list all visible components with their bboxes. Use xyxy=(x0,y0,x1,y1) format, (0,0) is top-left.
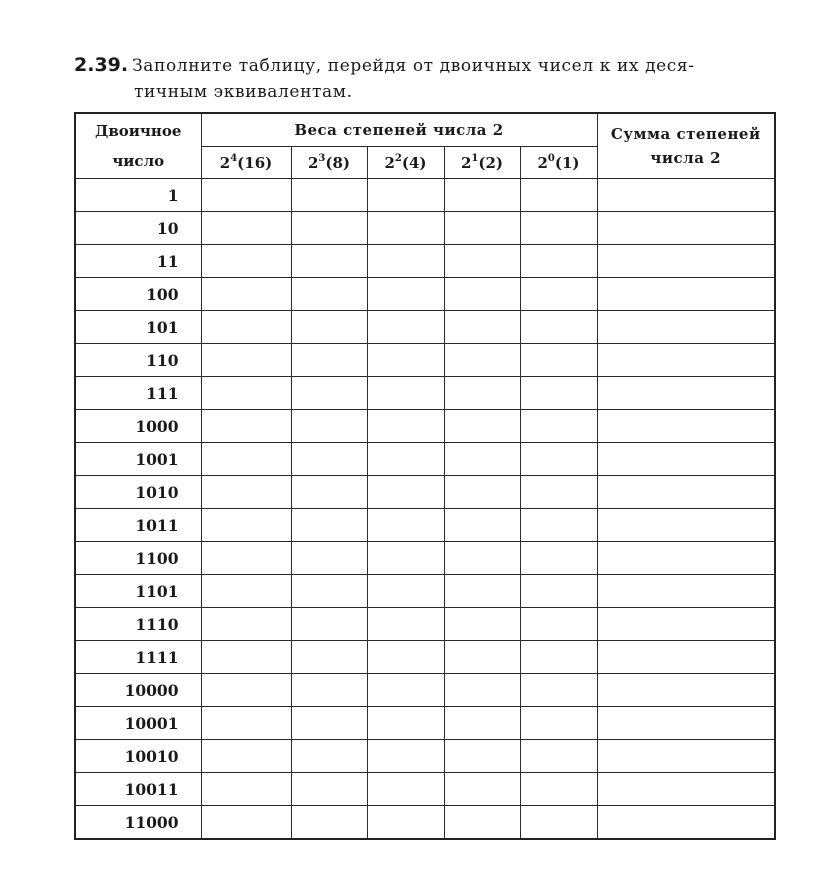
weight-cell[interactable] xyxy=(201,245,291,278)
weight-cell[interactable] xyxy=(201,344,291,377)
weight-cell[interactable] xyxy=(201,674,291,707)
weight-cell[interactable] xyxy=(520,608,597,641)
weight-cell[interactable] xyxy=(367,674,444,707)
weight-cell[interactable] xyxy=(201,773,291,806)
binary-number-cell: 1101 xyxy=(75,575,201,608)
weight-cell[interactable] xyxy=(444,641,520,674)
weight-cell[interactable] xyxy=(520,212,597,245)
binary-number-cell: 11000 xyxy=(75,806,201,840)
weight-cell[interactable] xyxy=(201,641,291,674)
sum-cell[interactable] xyxy=(597,608,775,641)
weight-cell[interactable] xyxy=(444,443,520,476)
binary-number-cell: 101 xyxy=(75,311,201,344)
power-value: (2) xyxy=(478,153,504,172)
sum-cell[interactable] xyxy=(597,410,775,443)
power-exponent: 1 xyxy=(471,152,479,164)
weight-cell[interactable] xyxy=(201,806,291,840)
weight-cell[interactable] xyxy=(291,608,367,641)
binary-number-cell: 1 xyxy=(75,179,201,212)
weight-cell[interactable] xyxy=(291,509,367,542)
power-header-2 xyxy=(367,147,444,179)
header-row-1 xyxy=(75,113,775,147)
power-exponent: 0 xyxy=(547,152,555,164)
weight-cell[interactable] xyxy=(367,641,444,674)
power-value: (16) xyxy=(237,153,273,172)
sum-cell[interactable] xyxy=(597,344,775,377)
power-header-4 xyxy=(201,147,291,179)
power-header-1 xyxy=(444,147,520,179)
weight-cell[interactable] xyxy=(291,212,367,245)
power-value: (1) xyxy=(554,153,580,172)
binary-number-cell: 1001 xyxy=(75,443,201,476)
weight-cell[interactable] xyxy=(291,245,367,278)
sum-cell[interactable] xyxy=(597,245,775,278)
binary-number-cell: 10001 xyxy=(75,707,201,740)
sum-cell[interactable] xyxy=(597,212,775,245)
binary-header-line2: число xyxy=(112,152,165,170)
weight-cell[interactable] xyxy=(367,179,444,212)
weight-cell[interactable] xyxy=(367,212,444,245)
power-header-0 xyxy=(520,147,597,179)
weight-cell[interactable] xyxy=(520,278,597,311)
power-base: 2 xyxy=(307,153,319,172)
weight-cell[interactable] xyxy=(444,542,520,575)
weight-cell[interactable] xyxy=(291,674,367,707)
weight-cell[interactable] xyxy=(201,740,291,773)
weight-cell[interactable] xyxy=(201,278,291,311)
task-text-line2: тичным эквивалентам. xyxy=(134,82,353,102)
weight-cell[interactable] xyxy=(291,641,367,674)
weight-cell[interactable] xyxy=(367,575,444,608)
table-row xyxy=(75,542,775,575)
weight-cell[interactable] xyxy=(444,377,520,410)
weight-cell[interactable] xyxy=(520,641,597,674)
weight-cell[interactable] xyxy=(444,575,520,608)
weight-cell[interactable] xyxy=(201,707,291,740)
sum-cell[interactable] xyxy=(597,674,775,707)
weight-cell[interactable] xyxy=(520,245,597,278)
binary-number-cell: 111 xyxy=(75,377,201,410)
weight-cell[interactable] xyxy=(367,278,444,311)
weight-cell[interactable] xyxy=(520,410,597,443)
weight-cell[interactable] xyxy=(520,377,597,410)
power-exponent: 3 xyxy=(318,152,326,164)
weight-cell[interactable] xyxy=(367,245,444,278)
sum-cell[interactable] xyxy=(597,278,775,311)
weight-cell[interactable] xyxy=(291,179,367,212)
weight-cell[interactable] xyxy=(201,575,291,608)
task-text-line1: Заполните таблицу, перейдя от двоичных чисел к их деся- xyxy=(132,56,695,76)
weight-cell[interactable] xyxy=(444,410,520,443)
sum-header-line2: числа 2 xyxy=(650,149,722,167)
weight-cell[interactable] xyxy=(367,608,444,641)
weight-cell[interactable] xyxy=(444,674,520,707)
weight-cell[interactable] xyxy=(444,179,520,212)
weight-cell[interactable] xyxy=(291,740,367,773)
weight-cell[interactable] xyxy=(291,707,367,740)
binary-number-cell: 100 xyxy=(75,278,201,311)
weight-cell[interactable] xyxy=(520,707,597,740)
table-row xyxy=(75,674,775,707)
weight-cell[interactable] xyxy=(291,377,367,410)
sum-cell[interactable] xyxy=(597,707,775,740)
weight-cell[interactable] xyxy=(367,476,444,509)
weight-cell[interactable] xyxy=(520,575,597,608)
weight-cell[interactable] xyxy=(367,410,444,443)
weight-cell[interactable] xyxy=(520,179,597,212)
binary-number-cell: 10011 xyxy=(75,773,201,806)
binary-header-line1: Двоичное xyxy=(95,122,182,140)
table-row xyxy=(75,740,775,773)
table-row xyxy=(75,773,775,806)
weight-cell[interactable] xyxy=(291,476,367,509)
table-row xyxy=(75,575,775,608)
weight-cell[interactable] xyxy=(444,245,520,278)
weight-cell[interactable] xyxy=(367,542,444,575)
binary-number-cell: 1010 xyxy=(75,476,201,509)
sum-cell[interactable] xyxy=(597,773,775,806)
weights-header: Веса степеней числа 2 xyxy=(201,113,597,147)
weight-cell[interactable] xyxy=(291,542,367,575)
table-row xyxy=(75,443,775,476)
binary-number-cell: 10010 xyxy=(75,740,201,773)
weight-cell[interactable] xyxy=(291,443,367,476)
sum-cell[interactable] xyxy=(597,641,775,674)
weight-cell[interactable] xyxy=(291,773,367,806)
binary-number-cell: 110 xyxy=(75,344,201,377)
weight-cell[interactable] xyxy=(520,740,597,773)
table-row xyxy=(75,311,775,344)
power-base: 2 xyxy=(537,153,548,172)
binary-number-cell: 1000 xyxy=(75,410,201,443)
weight-cell[interactable] xyxy=(201,443,291,476)
binary-number-cell: 1111 xyxy=(75,641,201,674)
table-row xyxy=(75,476,775,509)
sum-cell[interactable] xyxy=(597,806,775,840)
power-value: (4) xyxy=(401,153,427,172)
sum-cell[interactable] xyxy=(597,740,775,773)
weight-cell[interactable] xyxy=(444,608,520,641)
power-header-3 xyxy=(291,147,367,179)
binary-number-header xyxy=(75,113,201,179)
weight-cell[interactable] xyxy=(520,773,597,806)
weight-cell[interactable] xyxy=(367,773,444,806)
table-row xyxy=(75,608,775,641)
weight-cell[interactable] xyxy=(201,212,291,245)
weight-cell[interactable] xyxy=(201,608,291,641)
sum-header-line1: Сумма степеней xyxy=(610,125,761,143)
weight-cell[interactable] xyxy=(520,443,597,476)
binary-number-cell: 1110 xyxy=(75,608,201,641)
weight-cell[interactable] xyxy=(201,542,291,575)
weight-cell[interactable] xyxy=(520,542,597,575)
sum-header xyxy=(597,113,775,179)
weight-cell[interactable] xyxy=(201,476,291,509)
power-value: (8) xyxy=(325,153,351,172)
table-row xyxy=(75,641,775,674)
weight-cell[interactable] xyxy=(520,806,597,840)
sum-cell[interactable] xyxy=(597,443,775,476)
weight-cell[interactable] xyxy=(444,344,520,377)
weight-cell[interactable] xyxy=(201,311,291,344)
binary-number-cell: 10000 xyxy=(75,674,201,707)
power-base: 2 xyxy=(384,153,395,172)
sum-cell[interactable] xyxy=(597,575,775,608)
weight-cell[interactable] xyxy=(201,377,291,410)
binary-number-cell: 11 xyxy=(75,245,201,278)
table-row xyxy=(75,344,775,377)
weight-cell[interactable] xyxy=(291,278,367,311)
power-base: 2 xyxy=(219,153,231,172)
weight-cell[interactable] xyxy=(291,575,367,608)
weight-cell[interactable] xyxy=(201,509,291,542)
weight-cell[interactable] xyxy=(444,311,520,344)
weight-cell[interactable] xyxy=(291,806,367,840)
sum-cell[interactable] xyxy=(597,542,775,575)
task-statement xyxy=(74,52,784,105)
weight-cell[interactable] xyxy=(367,740,444,773)
weight-cell[interactable] xyxy=(444,707,520,740)
table-row xyxy=(75,707,775,740)
sum-cell[interactable] xyxy=(597,476,775,509)
weight-cell[interactable] xyxy=(444,509,520,542)
weight-cell[interactable] xyxy=(367,443,444,476)
binary-conversion-table xyxy=(74,112,776,840)
table-body xyxy=(75,179,775,840)
power-base: 2 xyxy=(460,153,472,172)
weight-cell[interactable] xyxy=(367,707,444,740)
weight-cell[interactable] xyxy=(444,212,520,245)
sum-cell[interactable] xyxy=(597,311,775,344)
weight-cell[interactable] xyxy=(201,410,291,443)
table-row xyxy=(75,245,775,278)
binary-number-cell: 1100 xyxy=(75,542,201,575)
weight-cell[interactable] xyxy=(444,476,520,509)
weight-cell[interactable] xyxy=(520,674,597,707)
weight-cell[interactable] xyxy=(444,773,520,806)
weight-cell[interactable] xyxy=(367,311,444,344)
weight-cell[interactable] xyxy=(444,740,520,773)
table-row xyxy=(75,212,775,245)
power-exponent: 4 xyxy=(230,152,238,164)
weight-cell[interactable] xyxy=(201,179,291,212)
table-row xyxy=(75,410,775,443)
table-row xyxy=(75,179,775,212)
binary-number-cell: 10 xyxy=(75,212,201,245)
sum-cell[interactable] xyxy=(597,509,775,542)
sum-cell[interactable] xyxy=(597,377,775,410)
weight-cell[interactable] xyxy=(291,311,367,344)
weight-cell[interactable] xyxy=(291,410,367,443)
table-row xyxy=(75,509,775,542)
weight-cell[interactable] xyxy=(520,311,597,344)
table-row xyxy=(75,806,775,840)
weight-cell[interactable] xyxy=(444,278,520,311)
weight-cell[interactable] xyxy=(444,806,520,840)
weight-cell[interactable] xyxy=(367,509,444,542)
weight-cell[interactable] xyxy=(367,344,444,377)
weight-cell[interactable] xyxy=(367,377,444,410)
weight-cell[interactable] xyxy=(291,344,367,377)
table-row xyxy=(75,377,775,410)
weight-cell[interactable] xyxy=(367,806,444,840)
weight-cell[interactable] xyxy=(520,509,597,542)
sum-cell[interactable] xyxy=(597,179,775,212)
binary-number-cell: 1011 xyxy=(75,509,201,542)
task-number: 2.39. xyxy=(74,54,129,76)
weight-cell[interactable] xyxy=(520,476,597,509)
table-row xyxy=(75,278,775,311)
weight-cell[interactable] xyxy=(520,344,597,377)
power-exponent: 2 xyxy=(394,152,402,164)
